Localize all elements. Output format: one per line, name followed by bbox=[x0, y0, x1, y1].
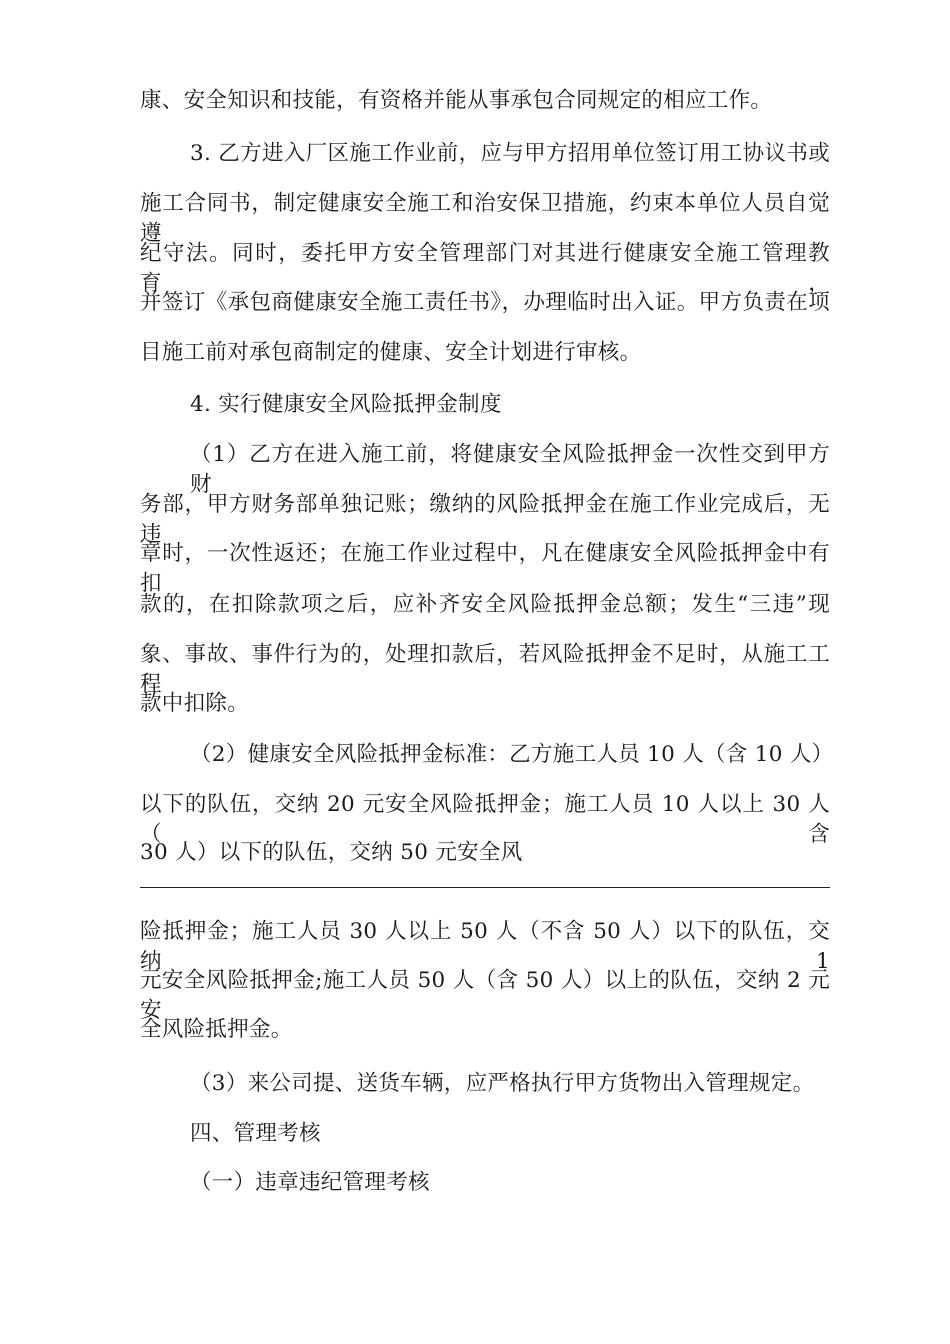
paragraph-line: 险抵押金；施工人员 30 人以上 50 人（不含 50 人）以下的队伍，交纳 1 bbox=[140, 919, 830, 974]
sub-clause-3-line: （3）来公司提、送货车辆，应严格执行甲方货物出入管理规定。 bbox=[190, 1071, 815, 1096]
paragraph-line: 务部，甲方财务部单独记账；缴纳的风险抵押金在施工作业完成后，无违 bbox=[140, 492, 830, 547]
paragraph-line: 纪守法。同时，委托甲方安全管理部门对其进行健康安全施工管理教育， bbox=[140, 241, 830, 296]
paragraph-line: 象、事故、事件行为的，处理扣款后，若风险抵押金不足时，从施工工程 bbox=[140, 642, 830, 697]
paragraph-line: 全风险抵押金。 bbox=[140, 1017, 293, 1042]
paragraph-line: 康、安全知识和技能，有资格并能从事承包合同规定的相应工作。 bbox=[140, 88, 773, 113]
clause-4-heading: 4. 实行健康安全风险抵押金制度 bbox=[190, 392, 502, 417]
section-heading: 四、管理考核 bbox=[190, 1121, 321, 1146]
subsection-heading: （一）违章违纪管理考核 bbox=[190, 1170, 430, 1195]
paragraph-line: 30 人）以下的队伍，交纳 50 元安全风 bbox=[140, 840, 523, 865]
paragraph-line: 以下的队伍，交纳 20 元安全风险抵押金；施工人员 10 人以上 30 人（含 bbox=[140, 792, 830, 847]
page-divider bbox=[140, 887, 830, 888]
sub-clause-1-line: （1）乙方在进入施工前，将健康安全风险抵押金一次性交到甲方财 bbox=[190, 442, 830, 497]
paragraph-line: 款的，在扣除款项之后，应补齐安全风险抵押金总额；发生“三违”现 bbox=[140, 592, 830, 617]
clause-3-line: 3. 乙方进入厂区施工作业前，应与甲方招用单位签订用工协议书或 bbox=[190, 141, 830, 166]
paragraph-line: 款中扣除。 bbox=[140, 691, 250, 716]
paragraph-line: 并签订《承包商健康安全施工责任书》，办理临时出入证。甲方负责在项 bbox=[140, 290, 830, 315]
paragraph-line: 元安全风险抵押金;施工人员 50 人（含 50 人）以上的队伍，交纳 2 元安 bbox=[140, 968, 830, 1023]
paragraph-line: 目施工前对承包商制定的健康、安全计划进行审核。 bbox=[140, 340, 642, 365]
sub-clause-2-line: （2）健康安全风险抵押金标准：乙方施工人员 10 人（含 10 人） bbox=[190, 742, 834, 767]
paragraph-line: 施工合同书，制定健康安全施工和治安保卫措施，约束本单位人员自觉遵 bbox=[140, 191, 830, 246]
paragraph-line: 章时，一次性返还；在施工作业过程中，凡在健康安全风险抵押金中有扣 bbox=[140, 541, 830, 596]
